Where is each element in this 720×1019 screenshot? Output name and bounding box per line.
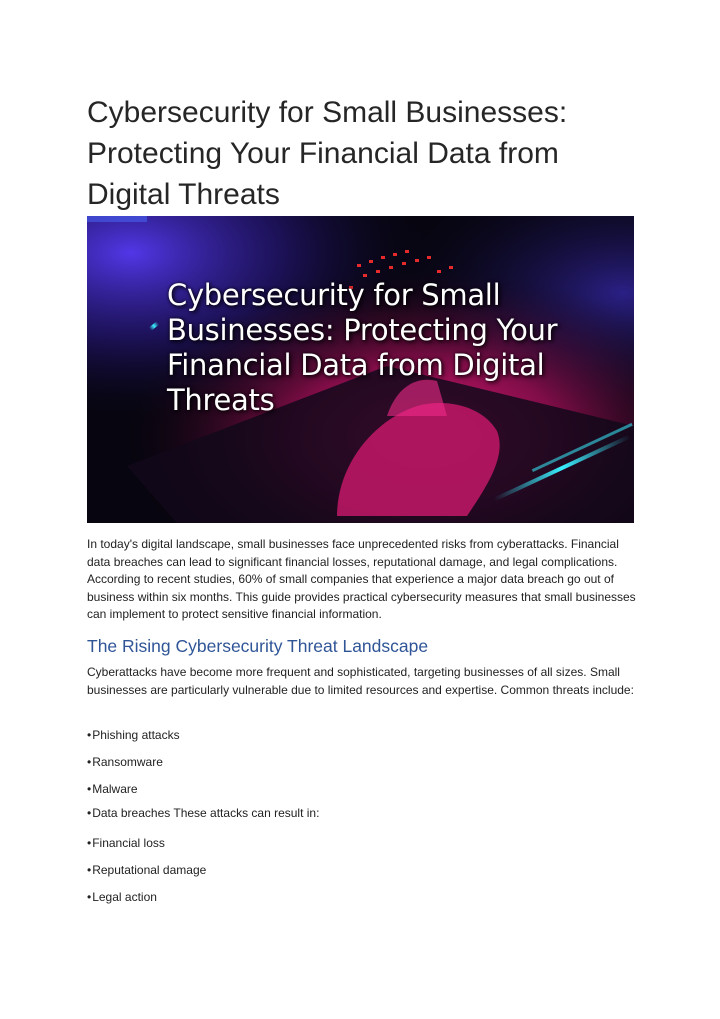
bullet-icon: •	[87, 836, 92, 850]
intro-paragraph: In today's digital landscape, small businesses face unprecedented risks from cyberattacks. Financial data breaches can lead to significant financial losses, reputational damage, and legal complications. According to recent studies, 60% of small companies that experience a major data breach go out of business within six months. This guide provides practical cybersecurity measures that small businesses can implement to protect sensitive financial information.	[87, 537, 636, 621]
hero-image	[87, 216, 634, 523]
bullet-icon: •	[87, 863, 92, 877]
bullet-icon: •	[87, 728, 92, 742]
hero-image-caption: Cybersecurity for Small Businesses: Protecting Your Financial Data from Digital Threats	[167, 278, 558, 417]
bullet-icon: •	[87, 755, 92, 769]
section-heading: The Rising Cybersecurity Threat Landscape	[87, 636, 429, 656]
list-item-label: Reputational damage	[92, 863, 207, 877]
list-item-label: Data breaches These attacks can result in:	[92, 806, 320, 820]
list-item	[87, 836, 165, 851]
section-paragraph: Cyberattacks have become more frequent and sophisticated, targeting businesses of all sizes. Small businesses are particularly vulnerable due to limited resources and expertise. Common threats include:	[87, 665, 634, 697]
bullet-icon: •	[87, 890, 92, 904]
bullet-icon: •	[87, 806, 92, 820]
document-title: Cybersecurity for Small Businesses: Protecting Your Financial Data from Digital Threats	[87, 96, 568, 211]
list-item	[87, 728, 180, 743]
list-item-label: Malware	[92, 782, 138, 796]
list-item	[87, 755, 163, 770]
list-item-label: Ransomware	[92, 755, 163, 769]
list-item	[87, 782, 138, 797]
bullet-icon: •	[87, 782, 92, 796]
list-item	[87, 806, 319, 821]
list-item	[87, 863, 206, 878]
list-item-label: Legal action	[92, 890, 157, 904]
list-item	[87, 890, 157, 905]
list-item-label: Phishing attacks	[92, 728, 180, 742]
list-item-label: Financial loss	[92, 836, 165, 850]
